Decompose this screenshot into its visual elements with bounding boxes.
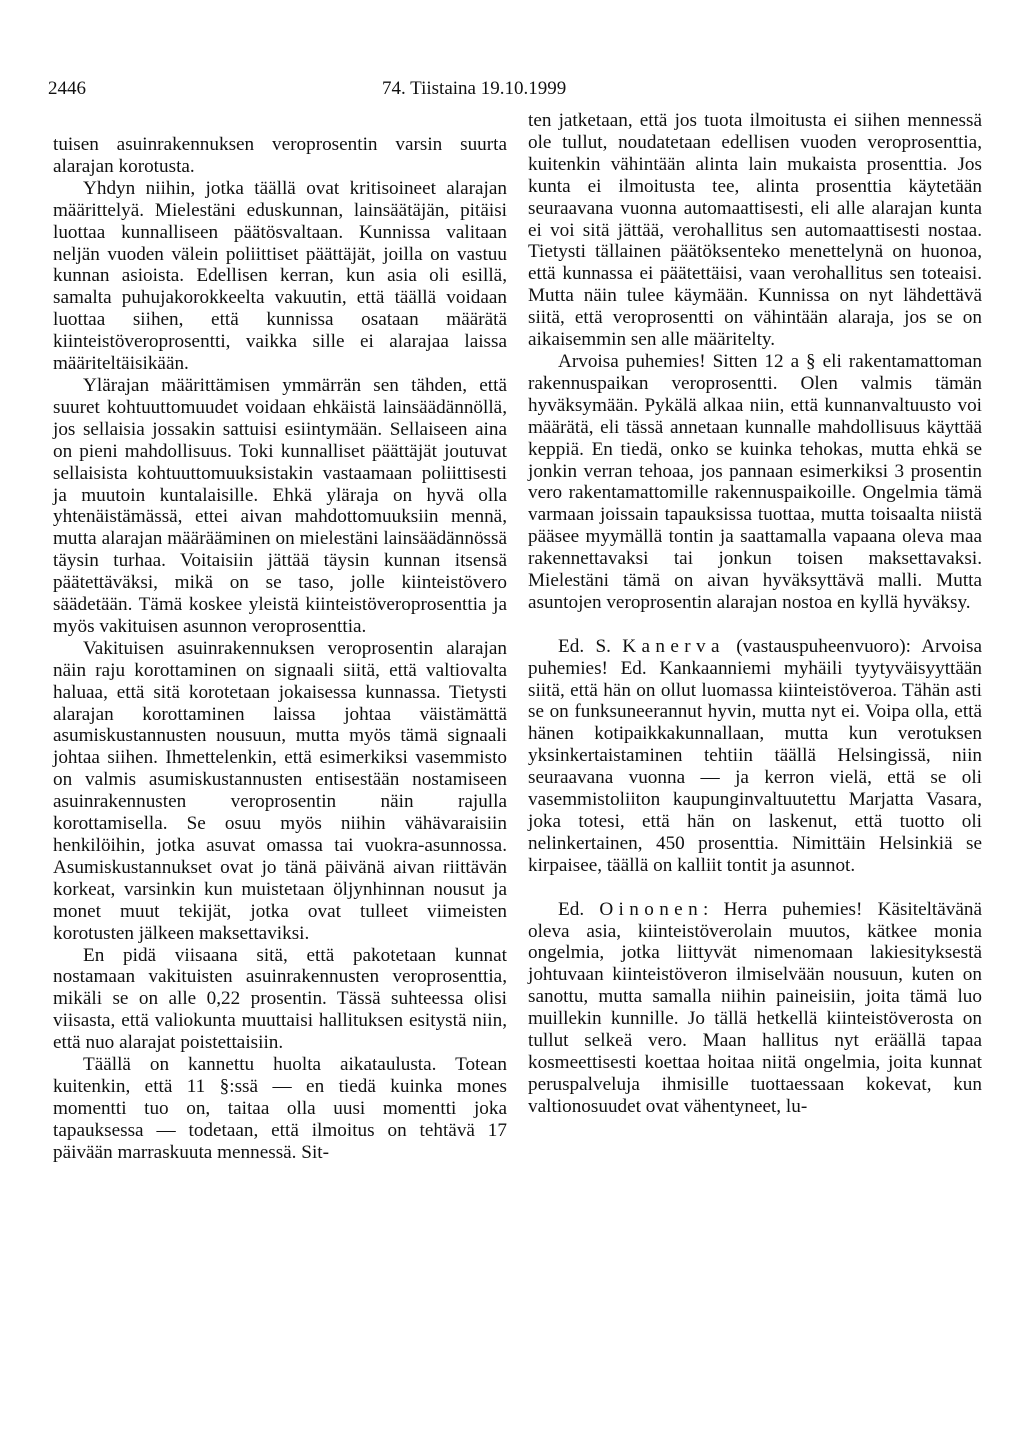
paragraph: Ylärajan määrittämisen ymmärrän sen tähden, että suuret kohtuuttomuudet voidaan ehkäistä lainsäädännöllä, jos sellaisia jossakin sattuisi esiintymään. Sellaiseen aina on pieni mahdollisuus. Toki kunnalliset päättäjät joutuvat sellaisista kohtuuttomuuksistakin vastaamaan poliittisesti ja muutoin kuntalaisille. Ehkä yläraja on hyvä olla yhtenäistämässä, ettei aivan mahdottomuuksiin mennä, mutta alarajan määrääminen on mielestäni lainsäädännössä täysin turhaa. Voitaisiin jättää täysin kunnan itsensä päätettäväksi, mikä on se taso, jolle kiinteistövero säädetään. Tämä koskee yleistä kiinteistöveroprosenttia ja myös vakituisen asunnon veroprosenttia.: [53, 374, 507, 637]
page-header-session: 74. Tiistaina 19.10.1999: [382, 78, 567, 99]
right-column: [528, 110, 982, 1118]
speaker-prefix: Ed.: [558, 898, 600, 920]
left-column: [53, 134, 507, 1164]
paragraph: Vakituisen asuinrakennuksen veroprosentin alarajan näin raju korottaminen on signaali siitä, että valtiovalta haluaa, että sitä korotetaan jokaisessa kunnassa. Tietysti alarajan korottaminen laissa johtaa väistämättä asumiskustannusten nousuun, mutta myös tämä signaali johtaa siihen. Ihmettelenkin, että esimerkiksi vasemmisto on valmis asumiskustannusten entisestään nostamiseen asuinrakennusten veroprosentin näin rajulla korottamisella. Se osuu myös niihin vähävaraisiin henkilöihin, jotka asuvat omassa tai vuokra-asunnossa. Asumiskustannukset ovat jo tänä päivänä aivan riittävän korkeat, varsinkin kun muistetaan öljynhinnan nousut ja monet muut tekijät, jotka ovat tulleet viimeisten korotusten jälkeen maksettaviksi.: [53, 637, 507, 944]
paragraph: Yhdyn niihin, jotka täällä ovat kritisoineet alarajan määrittelyä. Mielestäni eduskunnan, lainsäätäjän, pitäisi luottaa kunnalliseen päätösvaltaan. Kunnissa valitaan neljän vuoden välein poliittiset päättäjät, joilla on vastuu kunnan asioista. Edellisen kerran, kun asia oli esillä, samalta puhujakorokkeelta vakuutin, että täällä voidaan luottaa siihen, että kunnissa osataan määrätä kiinteistöveroprosentti, vaikka sille ei alarajaa laissa määriteltäisikään.: [53, 177, 507, 375]
speech-text: : Herra puhemies! Käsiteltävänä oleva asia, kiinteistöverolain muutos, kätkee monia ongelmia, jotka liittyvät nimenomaan lakiesityksestä johtuvaan kiinteistöveron ilmiselvään nousuun, kuten on sanottu, mutta samalla niihin paineisiin, joita tämä luo muillekin kunnille. Jo tällä hetkellä kiinteistöverosta on tullut selkeä vero. Maan hallitus nyt eräällä tapaa kosmeettisesti koettaa hoitaa niitä ongelmia, joita kunnat peruspalveluja ihmisille tuottaessaan kokevat, kun valtionosuudet ovat vähentyneet, lu-: [528, 898, 982, 1117]
speech-oinonen: [528, 899, 982, 1118]
paragraph: Arvoisa puhemies! Sitten 12 a § eli rakentamattoman rakennuspaikan veroprosentti. Olen valmis tämän hyväksymään. Pykälä alkaa niin, että kunnanvaltuusto voi määrätä, eli tässä annetaan kunnalle mahdollisuus käyttää keppiä. En tiedä, onko se kuinka tehokas, mutta ehkä se jonkin verran tehoaa, jos pannaan esimerkiksi 3 prosentin vero rakentamattomille rakennuspaikoille. Ongelmia tämä varmaan joissain tapauksissa tuottaa, mutta toisaalta niistä pääsee myymällä tontin ja saattamalla vapaana oleva maa rakennettavaksi tai jonkun toisen maksettavaksi. Mielestäni tämä on aivan hyväksyttävä malli. Mutta asuntojen veroprosentin alarajan nostoa en kyllä hyväksy.: [528, 350, 982, 613]
speech-text: (vastauspuheenvuoro): Arvoisa puhemies! Ed. Kankaanniemi myhäili tyytyväisyyttään siitä, että hän on ollut luomassa kiinteistöveroa. Tähän asti se on funksuneerannut hyvin, mutta nyt ei. Voipa olla, että hänen kotipaikkakunnallaan, mutta kun verotuksen yksinkertaistaminen tehtiin täällä Helsingissä, niin seuraavana vuonna — ja kerron vielä, että se oli vasemmistoliiton kaupunginvaltuutettu Marjatta Vasara, joka totesi, että hän on laskenut, että tuotto oli nelinkertainen, 450 prosenttia. Nimittäin Helsinkiä se kirpaisee, täällä on kalliit tontit ja asunnot.: [528, 635, 982, 876]
speaker-name: Oinonen: [599, 898, 704, 920]
paragraph: ten jatketaan, että jos tuota ilmoitusta ei siihen mennessä ole tullut, noudatetaan edellisen vuoden veroprosenttia, kuitenkin vähintään alinta lain mukaista prosenttia. Jos kunta ei ilmoitusta tee, alinta prosenttia käytetään seuraavana vuonna automaattisesti, eli alle alarajan kunta ei voi sitä jättää, verohallitus sen automaattisesti nostaa. Tietysti tällainen päätöksenteko menettelynä on huonoa, että kunnassa ei päätettäisi, vaan verohallitus sen toteaisi. Mutta näin tulee käymään. Kunnissa on nyt lähdettävä siitä, että veroprosentti on vähintään alaraja, jos se on aikaisemmin sen alle määritelty.: [528, 110, 982, 351]
speaker-prefix: Ed. S.: [558, 635, 623, 657]
paragraph: En pidä viisaana sitä, että pakotetaan kunnat nostamaan vakituisten asuinrakennusten veroprosenttia, mikäli se on alle 0,22 prosentin. Tässä suhteessa olisi viisasta, että valiokunta muuttaisi hallituksen esitystä niin, että nuo alarajat poistettaisiin.: [53, 944, 507, 1054]
speech-kanerva: [528, 636, 982, 877]
page-number: 2446: [48, 78, 86, 99]
speaker-name: Kanerva: [622, 635, 725, 657]
paragraph: Täällä on kannettu huolta aikataulusta. Totean kuitenkin, että 11 §:ssä — en tiedä kuinka mones momentti tuo on, taitaa olla uusi momentti joka tapauksessa — todetaan, että ilmoitus on tehtävä 17 päivään marraskuuta mennessä. Sit-: [53, 1054, 507, 1163]
paragraph: tuisen asuinrakennuksen veroprosentin varsin suurta alarajan korotusta.: [53, 134, 507, 177]
